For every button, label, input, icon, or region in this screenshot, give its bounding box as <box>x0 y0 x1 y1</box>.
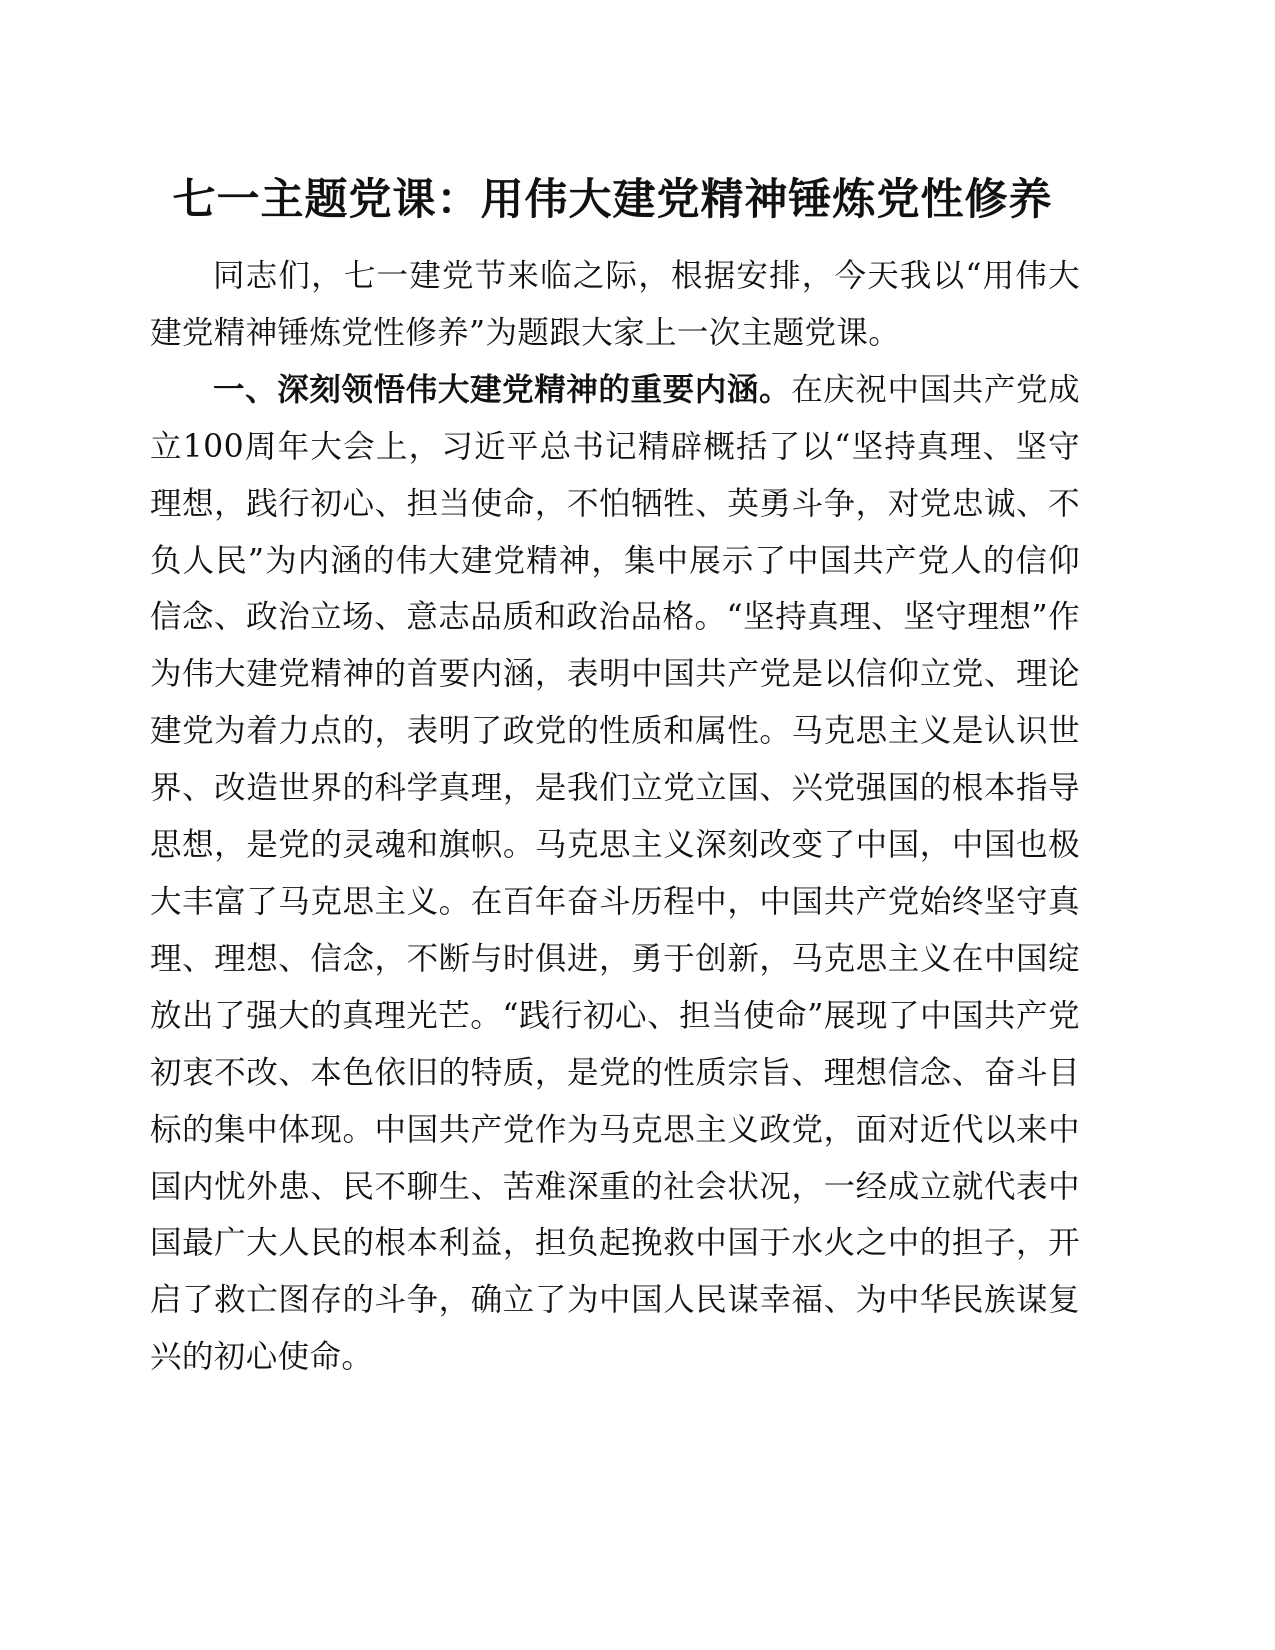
intro-paragraph-text: 同志们，七一建党节来临之际，根据安排，今天我以“用伟大建党精神锤炼党性修养”为题跟大家上一次主题党课。 <box>150 258 1080 351</box>
section-one-paragraph <box>150 362 1080 1386</box>
section-one-text: 在庆祝中国共产党成立100周年大会上，习近平总书记精辟概括了以“坚持真理、坚守理想，践行初心、担当使命，不怕牺牲、英勇斗争，对党忠诚、不负人民”为内涵的伟大建党精神，集中展示了中国共产党人的信仰信念、政治立场、意志品质和政治品格。“坚持真理、坚守理想”作为伟大建党精神的首要内涵，表明中国共产党是以信仰立党、理论建党为着力点的，表明了政党的性质和属性。马克思主义是认识世界、改造世界的科学真理，是我们立党立国、兴党强国的根本指导思想，是党的灵魂和旗帜。马克思主义深刻改变了中国，中国也极大丰富了马克思主义。在百年奋斗历程中，中国共产党始终坚守真理、理想、信念，不断与时俱进，勇于创新，马克思主义在中国绽放出了强大的真理光芒。“践行初心、担当使命”展现了中国共产党初衷不改、本色依旧的特质，是党的性质宗旨、理想信念、奋斗目标的集中体现。中国共产党作为马克思主义政党，面对近代以来中国内忧外患、民不聊生、苦难深重的社会状况，一经成立就代表中国最广大人民的根本利益，担负起挽救中国于水火之中的担子，开启了救亡图存的斗争，确立了为中国人民谋幸福、为中华民族谋复兴的初心使命。 <box>150 371 1080 1376</box>
document-body <box>150 248 1080 1386</box>
document-title: 七一主题党课：用伟大建党精神锤炼党性修养 <box>172 175 1053 225</box>
intro-paragraph <box>150 248 1080 362</box>
section-one-heading: 一、深刻领悟伟大建党精神的重要内涵。 <box>213 371 792 408</box>
